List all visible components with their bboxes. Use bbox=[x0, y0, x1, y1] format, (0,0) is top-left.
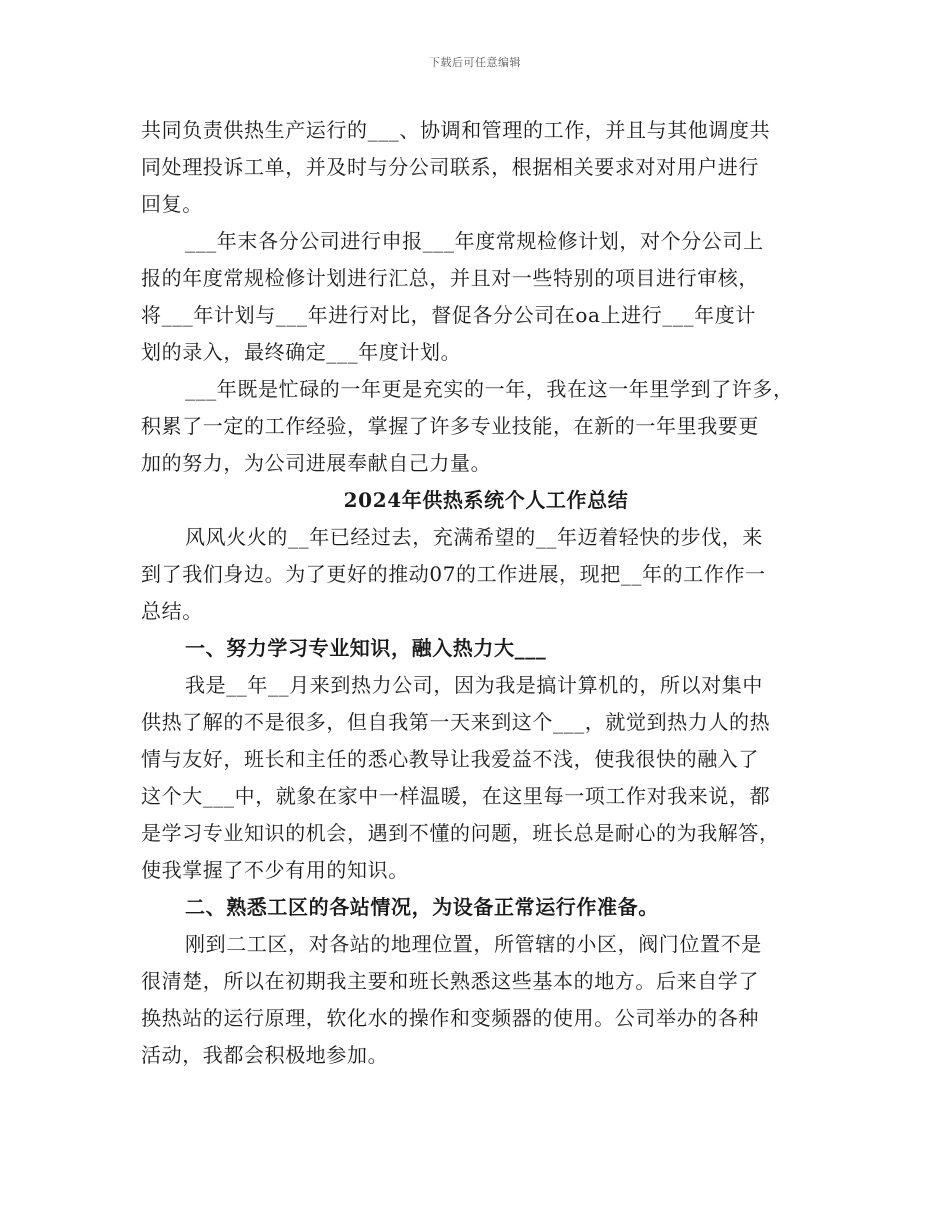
paragraph-line: 风风火火的__年已经过去，充满希望的__年迈着轻快的步伐，来 bbox=[185, 525, 763, 549]
paragraph-line: 供热了解的不是很多，但自我第一天来到这个___，就觉到热力人的热 bbox=[141, 710, 771, 734]
paragraph-line: 共同负责供热生产运行的___、协调和管理的工作，并且与其他调度共 bbox=[141, 118, 771, 142]
paragraph-line: 报的年度常规检修计划进行汇总，并且对一些特别的项目进行审核， bbox=[141, 266, 759, 290]
document-title: 2024年供热系统个人工作总结 bbox=[343, 488, 629, 512]
paragraph-line: 刚到二工区，对各站的地理位置，所管辖的小区，阀门位置不是 bbox=[185, 932, 762, 956]
page-header: 下载后可任意编辑 bbox=[429, 56, 521, 69]
paragraph-line: 很清楚，所以在初期我主要和班长熟悉这些基本的地方。后来自学了 bbox=[141, 969, 759, 993]
paragraph-line: 积累了一定的工作经验，掌握了许多专业技能，在新的一年里我要更 bbox=[141, 414, 759, 438]
paragraph-line: 加的努力，为公司进展奉献自己力量。 bbox=[141, 451, 492, 475]
paragraph-line: 回复。 bbox=[141, 192, 203, 216]
paragraph-line: 同处理投诉工单，并及时与分公司联系，根据相关要求对对用户进行 bbox=[141, 155, 759, 179]
paragraph-line: 活动，我都会积极地参加。 bbox=[141, 1043, 389, 1067]
paragraph-line: ___年既是忙碌的一年更是充实的一年，我在这一年里学到了许多， bbox=[185, 377, 794, 401]
paragraph-line: 总结。 bbox=[141, 599, 203, 623]
paragraph-line: 换热站的运行原理，软化水的操作和变频器的使用。公司举办的各种 bbox=[141, 1006, 759, 1030]
paragraph-line: 是学习专业知识的机会，遇到不懂的问题，班长总是耐心的为我解答， bbox=[141, 821, 780, 845]
paragraph-line: 使我掌握了不少有用的知识。 bbox=[141, 858, 409, 882]
paragraph-line: 这个大___中，就象在家中一样温暖，在这里每一项工作对我来说，都 bbox=[141, 784, 771, 808]
paragraph-line: 将___年计划与___年进行对比，督促各分公司在oa上进行___年度计 bbox=[141, 303, 756, 327]
paragraph-line: ___年末各分公司进行申报___年度常规检修计划，对个分公司上 bbox=[185, 229, 764, 253]
section-heading: 一、努力学习专业知识，融入热力大___ bbox=[185, 636, 547, 660]
document-body bbox=[141, 112, 831, 1074]
section-heading: 二、熟悉工区的各站情况，为设备正常运行作准备。 bbox=[185, 895, 659, 919]
paragraph-line: 到了我们身边。为了更好的推动07的工作进展，现把__年的工作作一 bbox=[141, 562, 766, 586]
paragraph-line: 情与友好，班长和主任的悉心教导让我爱益不浅，使我很快的融入了 bbox=[141, 747, 759, 771]
paragraph-line: 我是__年__月来到热力公司，因为我是搞计算机的，所以对集中 bbox=[185, 673, 763, 697]
paragraph-line: 划的录入，最终确定___年度计划。 bbox=[141, 340, 462, 364]
